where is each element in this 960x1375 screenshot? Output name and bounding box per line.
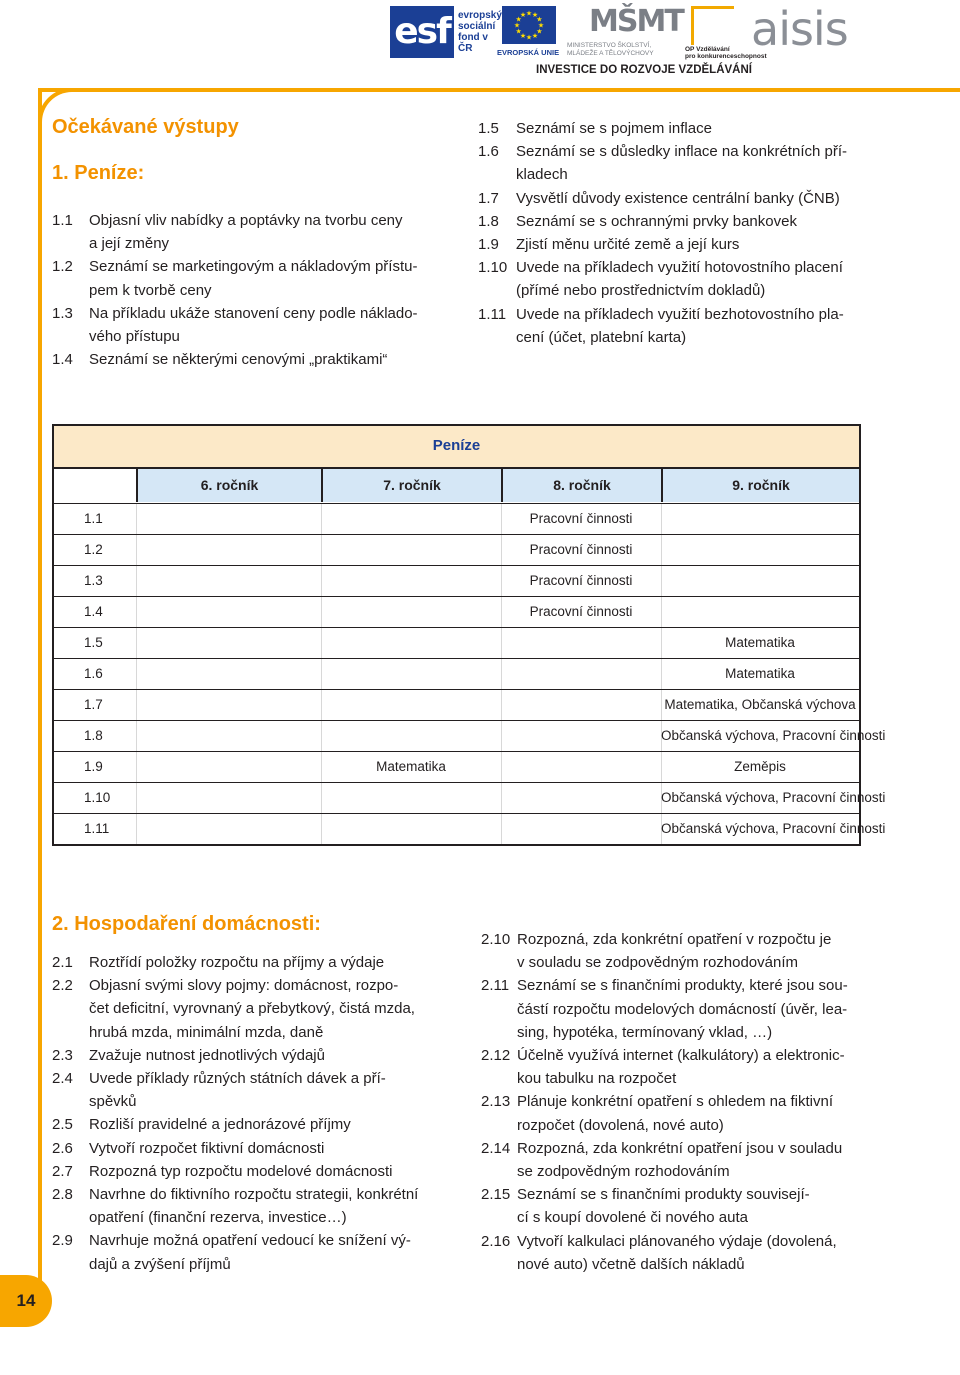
item-number: 2.15: [481, 1186, 511, 1204]
item-text: Vysvětlí důvody existence centrální banky (ČNB): [516, 189, 840, 207]
item-text: Rozpozná, zda konkrétní opatření v rozpočtu je: [517, 931, 832, 948]
heading-ocekavane-vystupy: Očekávané výstupy: [52, 116, 239, 138]
item-text: spěvků: [89, 1093, 137, 1111]
item-number: 1.2: [52, 258, 73, 276]
eu-star-icon: ★: [525, 34, 533, 42]
item-text: hrubá mzda, minimální mzda, daně: [89, 1023, 324, 1041]
item-number: 1.5: [478, 120, 499, 137]
table-header-row: [136, 469, 859, 502]
item-text: čet deficitní, vyrovnaný a přebytkový, čistá mzda,: [89, 1000, 415, 1018]
item-text: vého přístupu: [89, 327, 180, 345]
item-text: se zodpovědným rozhodováním: [517, 1162, 730, 1180]
item-number: 2.12: [481, 1047, 511, 1064]
item-text: Zvažuje nutnost jednotlivých výdajů: [89, 1046, 325, 1064]
eu-flag-icon: [502, 6, 556, 44]
table-cell: Občanská výchova, Pracovní činnosti: [661, 821, 886, 836]
table-header-8: 8. ročník: [501, 469, 661, 502]
msmt-mark: MŠMT: [589, 4, 683, 39]
table-row: [54, 658, 859, 689]
table-cell: Pracovní činnosti: [529, 511, 633, 526]
item-text: opatření (finanční rezerva, investice…): [89, 1209, 347, 1227]
table-cell: Pracovní činnosti: [529, 573, 633, 588]
item-text: Seznámí se s ochrannými prvky bankovek: [516, 212, 797, 230]
table-row-id: 1.10: [84, 790, 111, 805]
item-text: nové auto) včetně dalších nákladů: [517, 1255, 745, 1273]
item-text: Objasní svými slovy pojmy: domácnost, rozpo-: [89, 977, 399, 995]
item-text: kladech: [516, 166, 568, 184]
item-number: 2.3: [52, 1046, 73, 1064]
item-text: sing, hypotéka, termínovaný vklad, …): [517, 1023, 773, 1041]
eu-star-icon: ★: [519, 32, 527, 40]
item-text: Objasní vliv nabídky a poptávky na tvorbu ceny: [89, 212, 403, 229]
heading-penize: 1. Peníze:: [52, 162, 145, 184]
table-title: Peníze: [432, 437, 481, 454]
item-text: dajů a zvýšení příjmů: [89, 1255, 231, 1273]
item-text: částí rozpočtu modelových domácností (úvěr, lea-: [517, 1000, 848, 1018]
item-text: cení (účet, platební karta): [516, 328, 687, 346]
item-text: Vytvoří rozpočet fiktivní domácnosti: [89, 1139, 325, 1157]
item-text: Zjistí měnu určité země a její kurs: [516, 236, 740, 253]
tagline: INVESTICE DO ROZVOJE VZDĚLÁVÁNÍ: [536, 64, 752, 76]
item-text: Účelně využívá internet (kalkulátory) a elektronic-: [517, 1047, 845, 1064]
item-text: Plánuje konkrétní opatření s ohledem na fiktivní: [517, 1093, 834, 1111]
table-cell: Zeměpis: [734, 759, 786, 774]
item-number: 1.3: [52, 304, 73, 322]
eu-star-icon: ★: [515, 16, 522, 24]
table-row-id: 1.4: [84, 604, 103, 619]
item-number: 2.6: [52, 1139, 73, 1157]
esf-mark: esf: [390, 6, 454, 58]
item-text: cí s koupí dovolené či nového auta: [517, 1209, 748, 1227]
table-header-9: 9. ročník: [661, 469, 859, 502]
item-text: Seznámí se některými cenovými „praktikami“: [89, 351, 388, 369]
op-text: OP Vzdělávání pro konkurenceschopnost: [685, 46, 767, 60]
msmt-text: MINISTERSTVO ŠKOLSTVÍ, MLÁDEŽE A TĚLOVÝCHOVY: [567, 42, 654, 57]
item-text: v souladu se zodpovědným rozhodováním: [517, 954, 799, 972]
eu-star-icon: ★: [536, 28, 543, 36]
eu-text: EVROPSKÁ UNIE: [497, 48, 560, 57]
item-number: 2.11: [481, 977, 510, 995]
table-row-id: 1.3: [84, 573, 103, 588]
table-row: [54, 503, 859, 534]
item-text: Seznámí se s pojmem inflace: [516, 120, 712, 137]
frame-left-line: [38, 88, 42, 1288]
item-text: Seznámí se s finančními produkty souvisejí-: [517, 1186, 810, 1204]
esf-logo: [390, 6, 502, 62]
item-number: 2.10: [481, 931, 511, 948]
table-row: [54, 627, 859, 658]
table-header-7: 7. ročník: [321, 469, 501, 502]
item-text: Uvede příklady různých státních dávek a pří-: [89, 1070, 386, 1087]
item-text: Rozpozná typ rozpočtu modelové domácnosti: [89, 1162, 393, 1180]
item-text: Roztřídí položky rozpočtu na příjmy a výdaje: [89, 954, 385, 971]
eu-star-icon: ★: [513, 22, 521, 30]
table-header-6: 6. ročník: [136, 469, 321, 502]
esf-text: evropský sociální fond v ČR: [458, 10, 502, 54]
header-logos: [385, 4, 865, 80]
eu-logo: [499, 6, 559, 60]
table-row: [54, 751, 859, 782]
eu-star-icon: ★: [537, 22, 545, 30]
table-row-id: 1.1: [84, 511, 103, 526]
eu-star-icon: ★: [536, 16, 543, 24]
table-row-id: 1.8: [84, 728, 103, 743]
table-row-id: 1.9: [84, 759, 103, 774]
table-row-id: 1.11: [84, 821, 110, 836]
table-cell: Matematika: [725, 666, 795, 681]
table-row-id: 1.7: [84, 697, 103, 712]
item-text: Rozliší pravidelné a jednorázové příjmy: [89, 1116, 351, 1134]
table-row: [54, 813, 886, 844]
eu-star-icon: ★: [519, 12, 527, 20]
item-text: Vytvoří kalkulaci plánovaného výdaje (dovolená,: [517, 1232, 837, 1250]
heading-hospodareni: 2. Hospodaření domácnosti:: [52, 913, 321, 935]
table-row-id: 1.2: [84, 542, 103, 557]
item-text: Navrhuje možná opatření vedoucí ke snížení vý-: [89, 1232, 411, 1250]
item-number: 1.9: [478, 236, 499, 253]
table-cell: Matematika: [725, 635, 795, 650]
table-cell: Pracovní činnosti: [529, 604, 633, 619]
item-number: 2.13: [481, 1093, 511, 1111]
item-number: 2.7: [52, 1162, 73, 1180]
penize-table: [52, 424, 886, 846]
table-row: [54, 596, 859, 627]
item-text: Seznámí se s důsledky inflace na konkrétních pří-: [516, 143, 847, 161]
table-cell: Pracovní činnosti: [529, 542, 633, 557]
table-cell: Občanská výchova, Pracovní činnosti: [661, 790, 886, 805]
item-text: Na příkladu ukáže stanovení ceny podle náklado-: [89, 304, 418, 322]
table-cell: Občanská výchova, Pracovní činnosti: [661, 728, 886, 743]
item-number: 2.4: [52, 1070, 73, 1087]
table-row: [54, 720, 886, 751]
table-row: [54, 689, 859, 720]
item-number: 2.1: [52, 954, 73, 971]
item-text: Navrhne do fiktivního rozpočtu strategii, konkrétní: [89, 1186, 419, 1203]
item-text: Rozpozná, zda konkrétní opatření jsou v souladu: [517, 1139, 843, 1157]
item-text: Seznámí se s finančními produkty, které jsou sou-: [517, 977, 848, 995]
aisis-logo: [751, 2, 865, 58]
item-number: 2.2: [52, 977, 73, 995]
item-number: 1.7: [478, 189, 499, 207]
eu-star-icon: ★: [515, 28, 522, 36]
item-number: 2.5: [52, 1116, 73, 1134]
item-text: Uvede na příkladech využití hotovostního placení: [516, 259, 843, 277]
table-cell: Matematika: [376, 759, 446, 774]
eu-star-icon: ★: [531, 12, 539, 20]
table-row: [54, 782, 886, 813]
table-title-bar: [54, 426, 859, 469]
eu-star-icon: ★: [525, 10, 533, 18]
item-text: (přímé nebo prostřednictvím dokladů): [516, 282, 766, 300]
item-text: a její změny: [89, 235, 170, 253]
item-number: 1.8: [478, 212, 499, 230]
item-number: 2.9: [52, 1232, 73, 1250]
item-number: 2.16: [481, 1232, 511, 1250]
item-text: Seznámí se marketingovým a nákladovým přístu-: [89, 258, 418, 276]
table-row: [54, 565, 859, 596]
item-text: rozpočet (dovolená, nové auto): [517, 1116, 724, 1134]
table-row-id: 1.5: [84, 635, 103, 650]
msmt-logo: [567, 4, 683, 62]
eu-star-icon: ★: [531, 32, 539, 40]
aisis-mark: aisis: [751, 2, 848, 56]
frame-top-line: [40, 88, 960, 92]
item-number: 2.8: [52, 1186, 73, 1203]
item-number: 1.10: [478, 259, 508, 277]
item-text: kou tabulku na rozpočet: [517, 1070, 677, 1088]
op-logo: [685, 6, 767, 62]
item-text: Uvede na příkladech využití bezhotovostního pla-: [516, 305, 844, 323]
op-mark-icon: [691, 6, 734, 45]
item-number: 1.1: [52, 212, 73, 229]
item-number: 1.4: [52, 351, 73, 369]
item-number: 1.6: [478, 143, 499, 161]
item-number: 2.14: [481, 1139, 511, 1157]
table-row-id: 1.6: [84, 666, 103, 681]
page-number: 14: [0, 1275, 52, 1327]
item-text: pem k tvorbě ceny: [89, 281, 212, 299]
item-number: 1.11: [478, 305, 507, 323]
table-cell: Matematika, Občanská výchova: [664, 697, 856, 712]
table-row: [54, 534, 859, 565]
